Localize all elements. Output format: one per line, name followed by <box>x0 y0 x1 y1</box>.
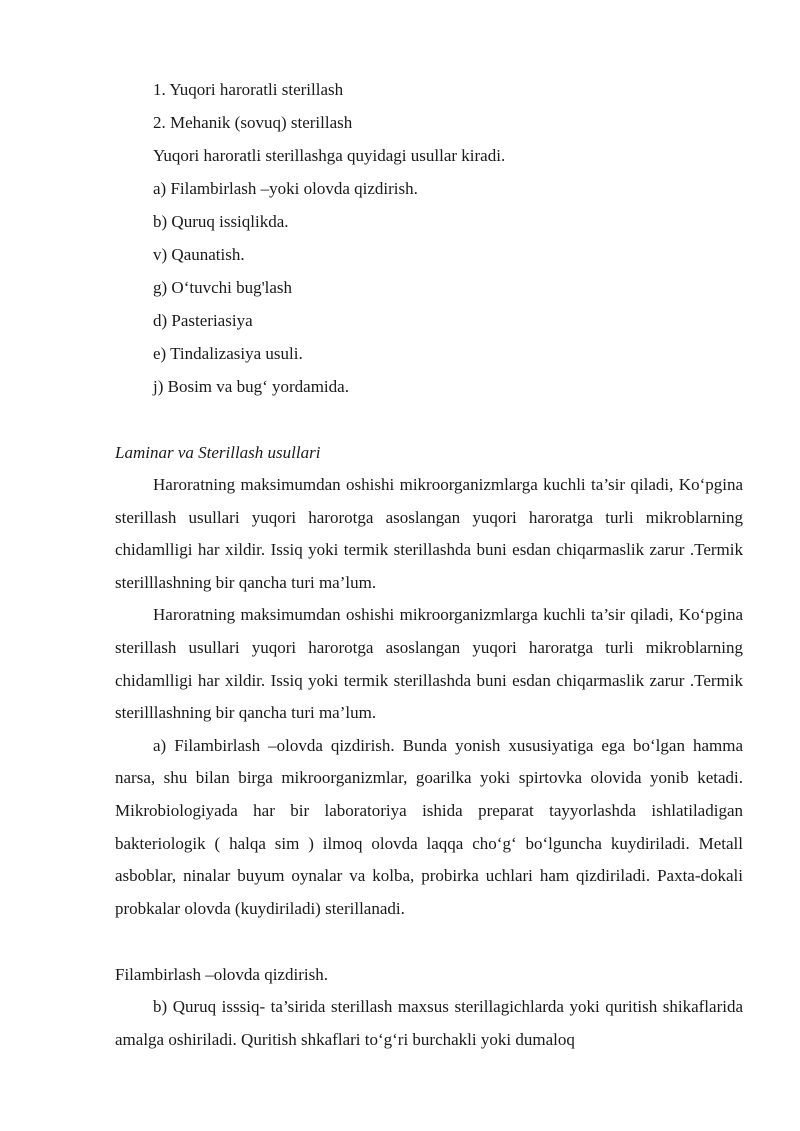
list-item: v) Qaunatish. <box>153 245 245 264</box>
list-item: a) Filambirlash –yoki olovda qizdirish. <box>153 179 418 198</box>
list-item: g) O‘tuvchi bug'lash <box>153 278 293 297</box>
list-item: d) Pasteriasiya <box>153 311 253 330</box>
blank-line <box>115 925 743 958</box>
section-heading: Laminar va Sterillash usullari <box>115 443 321 462</box>
subheading: Filambirlash –olovda qizdirish. <box>115 965 328 985</box>
page-content <box>115 73 743 1057</box>
body-paragraph: b) Quruq isssiq- ta’sirida sterillash maxsus sterillagichlarda yoki quritish shikaflarida amalga oshiriladi. Quritish shkaflari to‘g‘ri burchakli yoki dumaloq <box>115 997 743 1049</box>
blank-line <box>115 403 743 436</box>
list-item: b) Quruq issiqlikda. <box>153 212 289 231</box>
body-paragraph: Haroratning maksimumdan oshishi mikroorganizmlarga kuchli ta’sir qiladi, Ko‘pgina sterillash usullari yuqori harorotga asoslangan yuqori haroratga turli mikroblarning chidamlligi har xildir. Issiq yoki termik sterillashda buni esdan chiqarmaslik zarur .Termik sterilllashning bir qancha turi ma’lum. <box>115 475 743 592</box>
list-item: 2. Mehanik (sovuq) sterillash <box>153 113 353 132</box>
list-item: j) Bosim va bug‘ yordamida. <box>153 377 349 396</box>
body-paragraph: a) Filambirlash –olovda qizdirish. Bunda yonish xususiyatiga ega bo‘lgan hamma narsa, shu bilan birga mikroorganizmlar, goarilka yoki spirtovka olovida yonib ketadi. Mikrobiologiyada har bir laboratoriya ishida preparat tayyorlashda ishlatiladigan bakteriologik ( halqa sim ) ilmoq olovda laqqa cho‘g‘ bo‘lguncha kuydiriladi. Metall asboblar, ninalar buyum oynalar va kolba, probirka uchlari ham qizdiriladi. Paxta-dokali probkalar olovda (kuydiriladi) sterillanadi. <box>115 735 743 918</box>
list-item: 1. Yuqori haroratli sterillash <box>153 80 344 99</box>
list-item: e) Tindalizasiya usuli. <box>153 344 303 363</box>
list-intro-line: Yuqori haroratli sterillashga quyidagi usullar kiradi. <box>153 146 506 165</box>
body-paragraph: Haroratning maksimumdan oshishi mikroorganizmlarga kuchli ta’sir qiladi, Ko‘pgina sterillash usullari yuqori harorotga asoslangan yuqori haroratga turli mikroblarning chidamlligi har xildir. Issiq yoki termik sterillashda buni esdan chiqarmaslik zarur .Termik sterilllashning bir qancha turi ma’lum. <box>115 605 743 723</box>
